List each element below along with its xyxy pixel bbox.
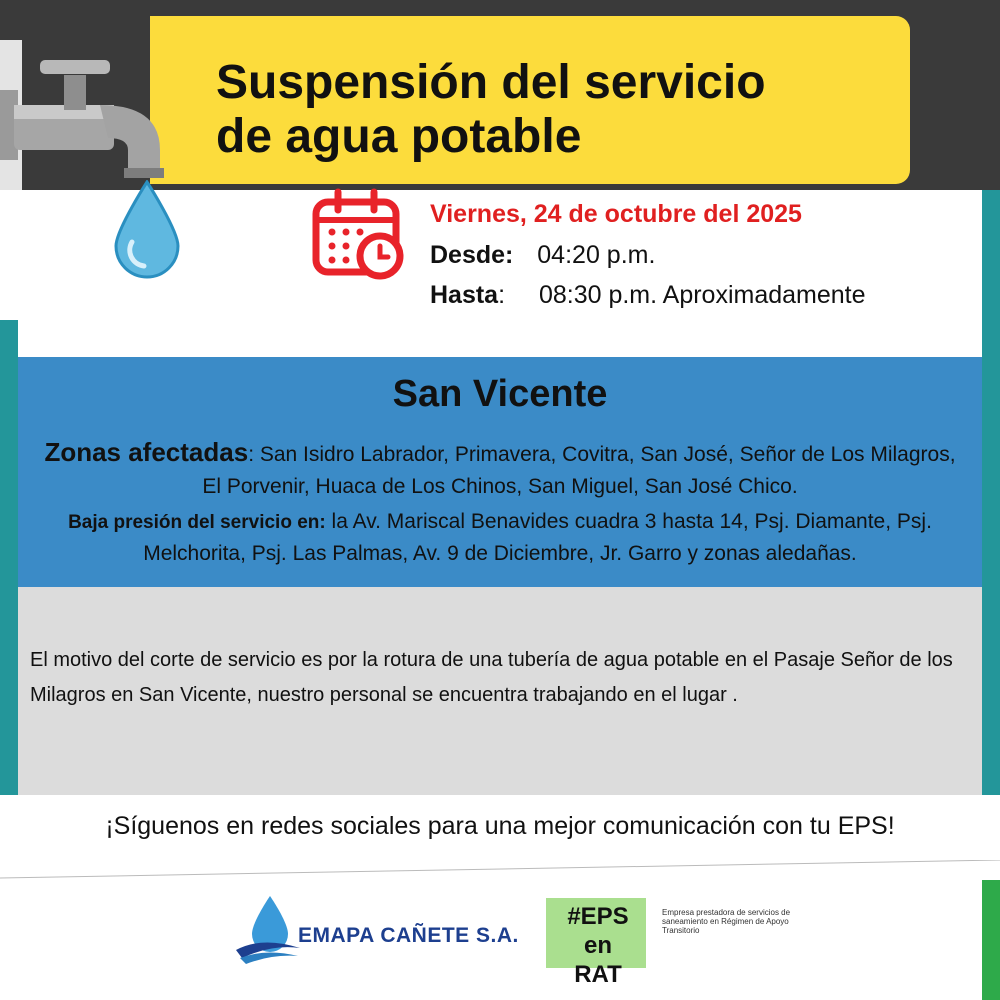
city-heading: San Vicente [392, 373, 608, 415]
service-date: Viernes, 24 de octubre del 2025 [430, 200, 802, 228]
zones-label: Zonas afectadas [44, 437, 249, 467]
company-logo-text: EMAPA CAÑETE S.A. [298, 924, 519, 947]
zones-list: : San Isidro Labrador, Primavera, Covitra, San José, Señor de Los Milagros, El Porvenir, Huaca de Los Chinos, San Miguel, San José Chico. [202, 443, 956, 498]
from-time: 04:20 p.m. [537, 241, 656, 269]
faucet-icon [0, 50, 180, 180]
eps-badge-line1: #EPS en [567, 903, 629, 959]
to-time: 08:30 p.m. Aproximadamente [538, 281, 866, 309]
eps-badge-line2: RAT [574, 961, 622, 988]
eps-badge-description: Empresa prestadora de servicios de saneamiento en Régimen de Apoyo Transitorio [662, 908, 791, 935]
low-pressure-info [40, 506, 960, 569]
low-pressure-label: Baja presión del servicio en: [68, 512, 326, 533]
social-follow-text: ¡Síguenos en redes sociales para una mejor comunicación con tu EPS! [105, 812, 895, 840]
eps-badge-text [550, 902, 646, 989]
from-label: Desde: [430, 241, 514, 269]
title-line-1: Suspensión del servicio [216, 56, 766, 109]
affected-zones [34, 436, 966, 503]
from-row [430, 241, 655, 270]
calendar-clock-icon [308, 186, 408, 282]
title-line-2: de agua potable [216, 110, 582, 163]
to-label: Hasta [430, 281, 499, 309]
right-green-strip [982, 880, 1000, 1000]
to-colon: : [498, 281, 506, 309]
page-title [216, 56, 896, 164]
water-drop-icon [112, 180, 182, 280]
reason-text: El motivo del corte de servicio es por la rotura de una tubería de agua potable en el Pasaje Señor de los Milagros en San Vicente, nuestro personal se encuentra trabajando en el lugar . [30, 649, 953, 706]
to-row [430, 281, 866, 310]
right-teal-band [982, 190, 1000, 890]
low-pressure-list: la Av. Mariscal Benavides cuadra 3 hasta 14, Psj. Diamante, Psj. Melchorita, Psj. Las Palmas, Av. 9 de Diciembre, Jr. Garro y zonas aledañas. [143, 510, 932, 565]
emapa-logo-icon [232, 892, 304, 968]
footer-divider [0, 860, 1000, 890]
